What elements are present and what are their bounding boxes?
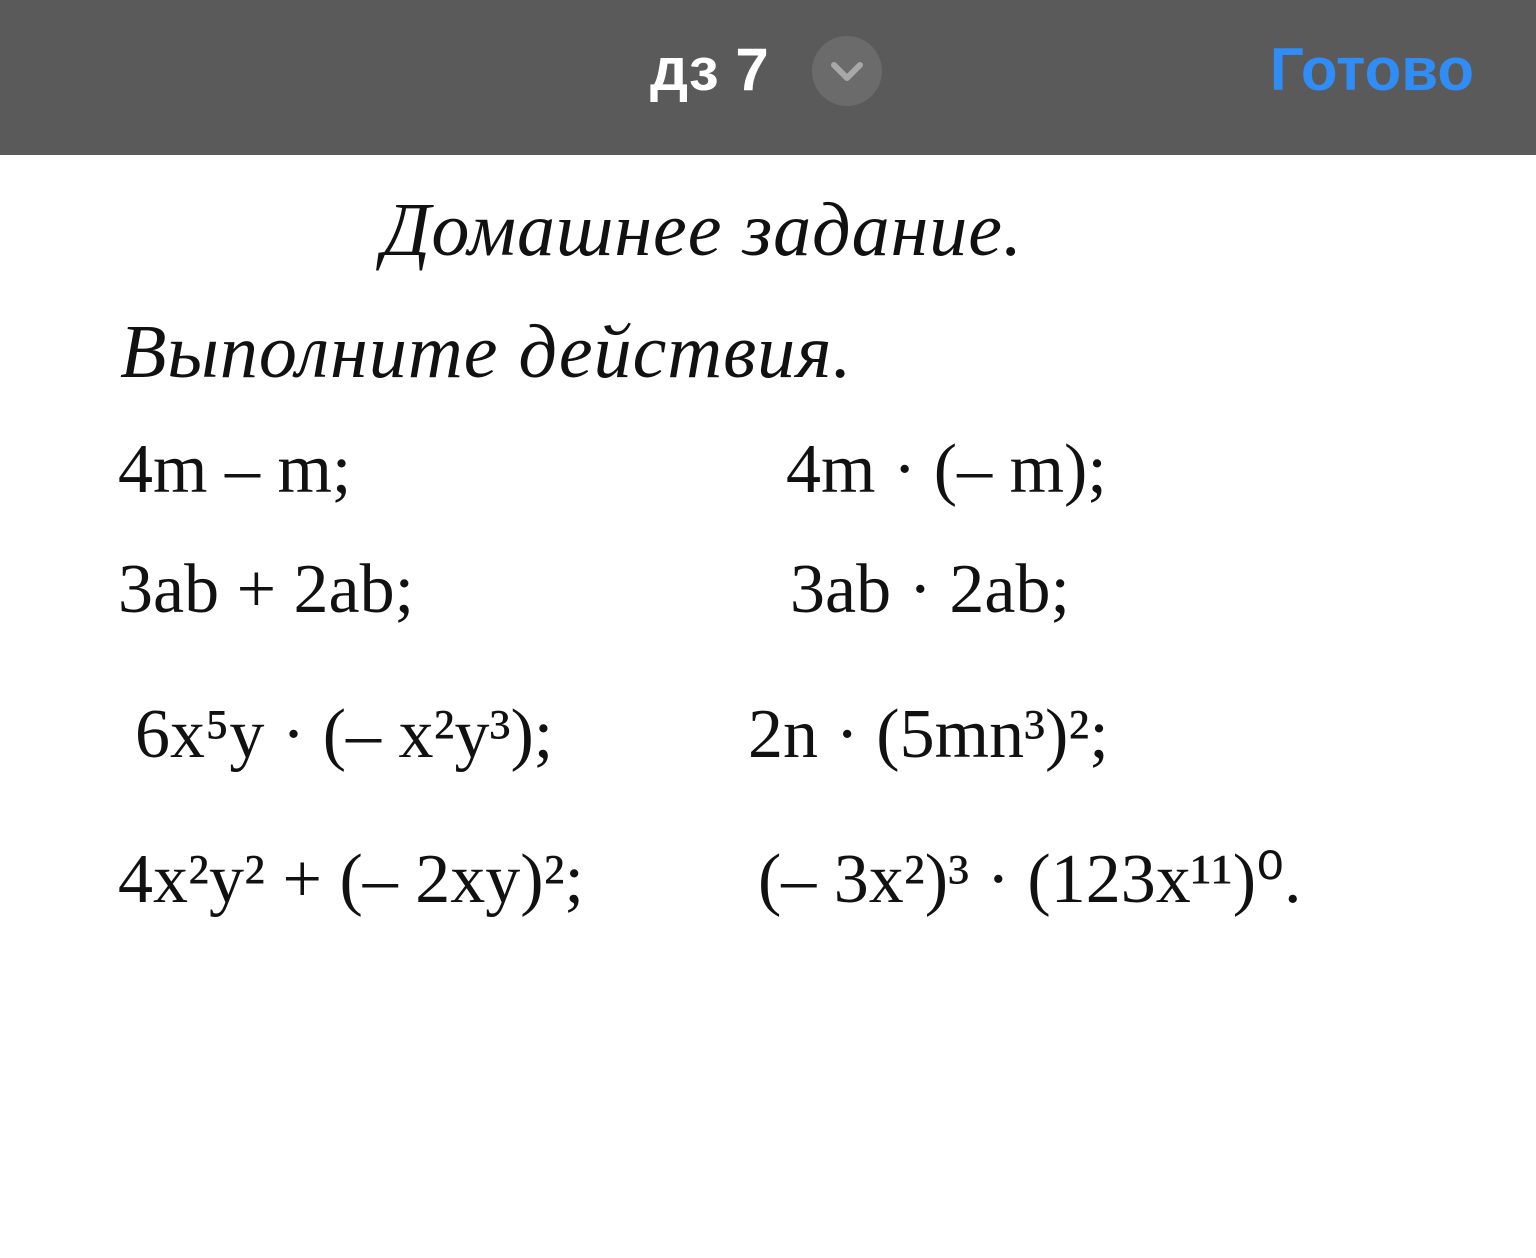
top-toolbar <box>0 0 1536 155</box>
chevron-down-icon[interactable] <box>812 36 882 106</box>
expression-7: 4x²y² + (– 2xy)²; <box>118 841 585 918</box>
expression-8: (– 3x²)³ · (123x¹¹)⁰. <box>758 841 1302 918</box>
expression-4: 3ab · 2ab; <box>790 551 1070 628</box>
document-heading: Домашнее задание. <box>382 188 1024 272</box>
document-title[interactable]: дз 7 <box>650 36 769 103</box>
done-button[interactable]: Готово <box>1269 36 1474 103</box>
expression-1: 4m – m; <box>118 431 352 508</box>
expression-3: 3ab + 2ab; <box>118 551 415 628</box>
expression-6: 2n · (5mn³)²; <box>748 696 1109 773</box>
expression-2: 4m · (– m); <box>786 431 1107 508</box>
instruction-text: Выполните действия. <box>120 310 853 394</box>
expression-5: 6x⁵y · (– x²y³); <box>135 696 554 773</box>
